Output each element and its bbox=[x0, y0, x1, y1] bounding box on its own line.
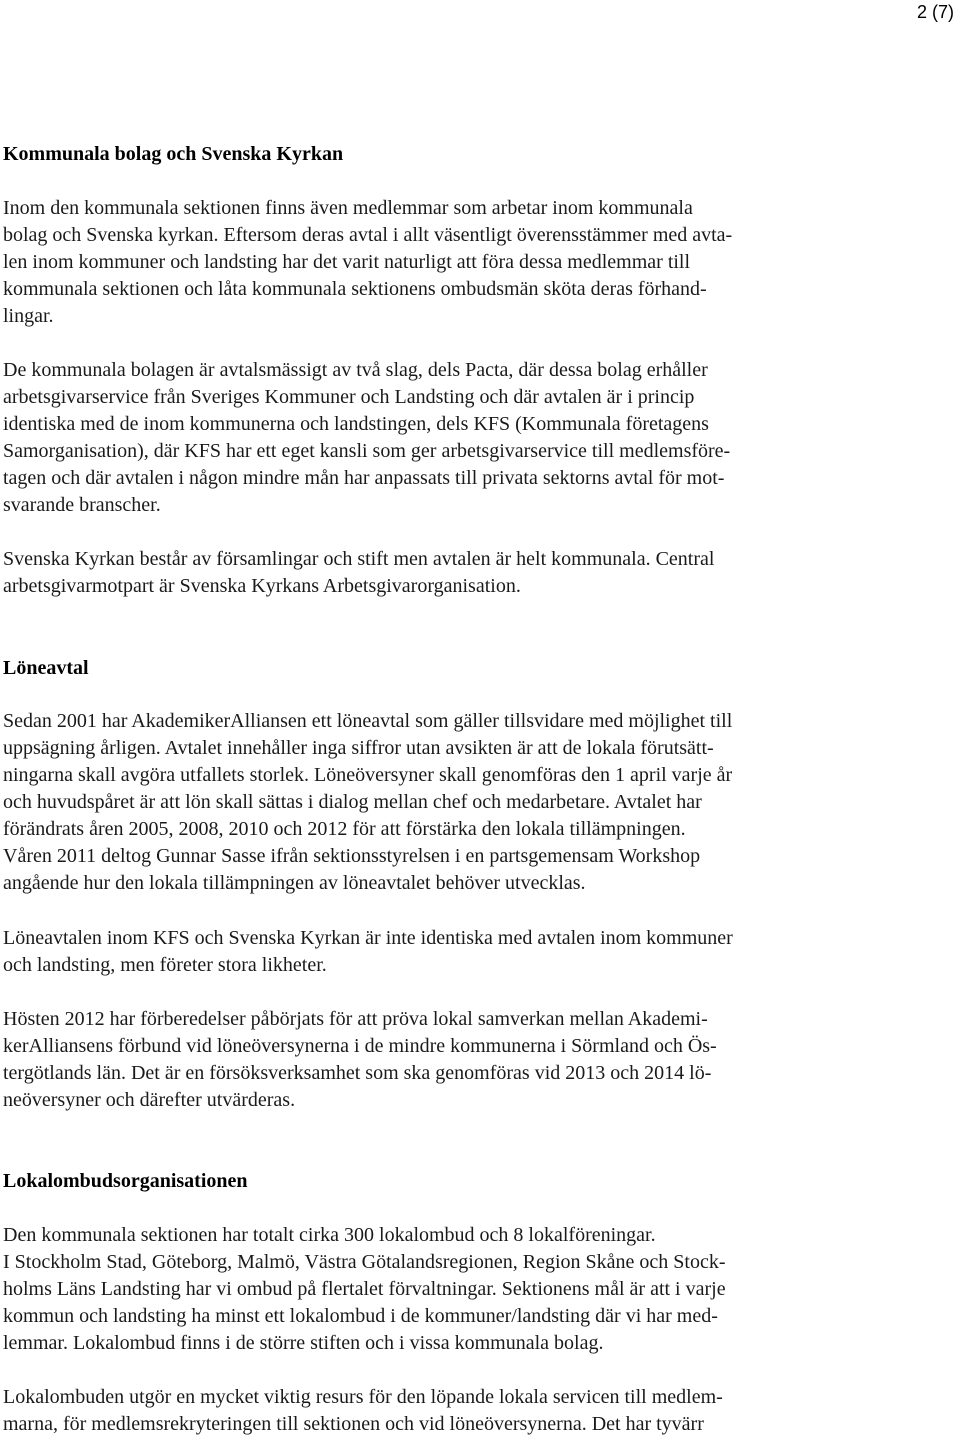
section-heading: Löneavtal bbox=[3, 657, 89, 679]
paragraph-line: kommunala sektionen och låta kommunala sektionens ombudsmän sköta deras förhand- bbox=[3, 278, 707, 300]
paragraph-line: holms Läns Landsting har vi ombud på flertalet förvaltningar. Sektionens mål är att i varje bbox=[3, 1278, 726, 1300]
paragraph-line: förändrats åren 2005, 2008, 2010 och 2012 för att förstärka den lokala tillämpningen. bbox=[3, 818, 686, 840]
paragraph-line: Sedan 2001 har AkademikerAlliansen ett löneavtal som gäller tillsvidare med möjlighet till bbox=[3, 710, 733, 732]
paragraph-line: identiska med de inom kommunerna och landstingen, dels KFS (Kommunala företagens bbox=[3, 413, 709, 435]
paragraph-line: och huvudspåret är att lön skall sättas i dialog mellan chef och medarbetare. Avtalet har bbox=[3, 791, 702, 813]
paragraph-line: len inom kommuner och landsting har det varit naturligt att föra dessa medlemmar till bbox=[3, 251, 691, 273]
paragraph-line: angående hur den lokala tillämpningen av löneavtalet behöver utvecklas. bbox=[3, 872, 586, 894]
paragraph-line: svarande branscher. bbox=[3, 494, 161, 516]
paragraph-line: marna, för medlemsrekryteringen till sektionen och vid löneöversynerna. Det har tyvärr bbox=[3, 1413, 704, 1435]
paragraph-line: Svenska Kyrkan består av församlingar och stift men avtalen är helt kommunala. Central bbox=[3, 548, 715, 570]
paragraph-line: bolag och Svenska kyrkan. Eftersom deras avtal i allt väsentligt överensstämmer med avta- bbox=[3, 224, 733, 246]
paragraph-line: arbetsgivarmotpart är Svenska Kyrkans Arbetsgivarorganisation. bbox=[3, 575, 521, 597]
paragraph-line: Samorganisation), där KFS har ett eget kansli som ger arbetsgivarservice till medlemsföre- bbox=[3, 440, 731, 462]
paragraph-line: lemmar. Lokalombud finns i de större stiften och i vissa kommunala bolag. bbox=[3, 1332, 604, 1354]
paragraph-line: Löneavtalen inom KFS och Svenska Kyrkan är inte identiska med avtalen inom kommuner bbox=[3, 927, 733, 949]
section-heading: Lokalombudsorganisationen bbox=[3, 1170, 248, 1192]
paragraph-line: uppsägning årligen. Avtalet innehåller inga siffror utan avsikten är att de lokala förutsätt- bbox=[3, 737, 714, 759]
paragraph-line: De kommunala bolagen är avtalsmässigt av två slag, dels Pacta, där dessa bolag erhåller bbox=[3, 359, 708, 381]
paragraph-line: Våren 2011 deltog Gunnar Sasse ifrån sektionsstyrelsen i en partsgemensam Workshop bbox=[3, 845, 701, 867]
paragraph-line: arbetsgivarservice från Sveriges Kommuner och Landsting och där avtalen är i princip bbox=[3, 386, 695, 408]
paragraph-line: neöversyner och därefter utvärderas. bbox=[3, 1089, 296, 1111]
paragraph-line: Inom den kommunala sektionen finns även medlemmar som arbetar inom kommunala bbox=[3, 197, 693, 219]
paragraph-line: kommun och landsting ha minst ett lokalombud i de kommuner/landsting där vi har med- bbox=[3, 1305, 718, 1327]
paragraph-line: Hösten 2012 har förberedelser påbörjats för att pröva lokal samverkan mellan Akademi- bbox=[3, 1008, 708, 1030]
paragraph-line: ningarna skall avgöra utfallets storlek. Löneöversyner skall genomföras den 1 april varje år bbox=[3, 764, 733, 786]
paragraph-line: lingar. bbox=[3, 305, 54, 327]
page-number: 2 (7) bbox=[916, 2, 954, 22]
paragraph-line: kerAlliansens förbund vid löneöversynerna i de mindre kommunerna i Sörmland och Ös- bbox=[3, 1035, 717, 1057]
paragraph-line: Lokalombuden utgör en mycket viktig resurs för den löpande lokala servicen till medlem- bbox=[3, 1386, 723, 1408]
paragraph-line: tergötlands län. Det är en försöksverksamhet som ska genomföras vid 2013 och 2014 lö- bbox=[3, 1062, 712, 1084]
paragraph-line: och landsting, men företer stora likheter. bbox=[3, 954, 327, 976]
paragraph-line: I Stockholm Stad, Göteborg, Malmö, Västra Götalandsregionen, Region Skåne och Stock- bbox=[3, 1251, 726, 1273]
paragraph-line: tagen och där avtalen i någon mindre mån har anpassats till privata sektorns avtal för mot- bbox=[3, 467, 725, 489]
paragraph-line: Den kommunala sektionen har totalt cirka 300 lokalombud och 8 lokalföreningar. bbox=[3, 1224, 656, 1246]
section-heading: Kommunala bolag och Svenska Kyrkan bbox=[3, 143, 344, 165]
